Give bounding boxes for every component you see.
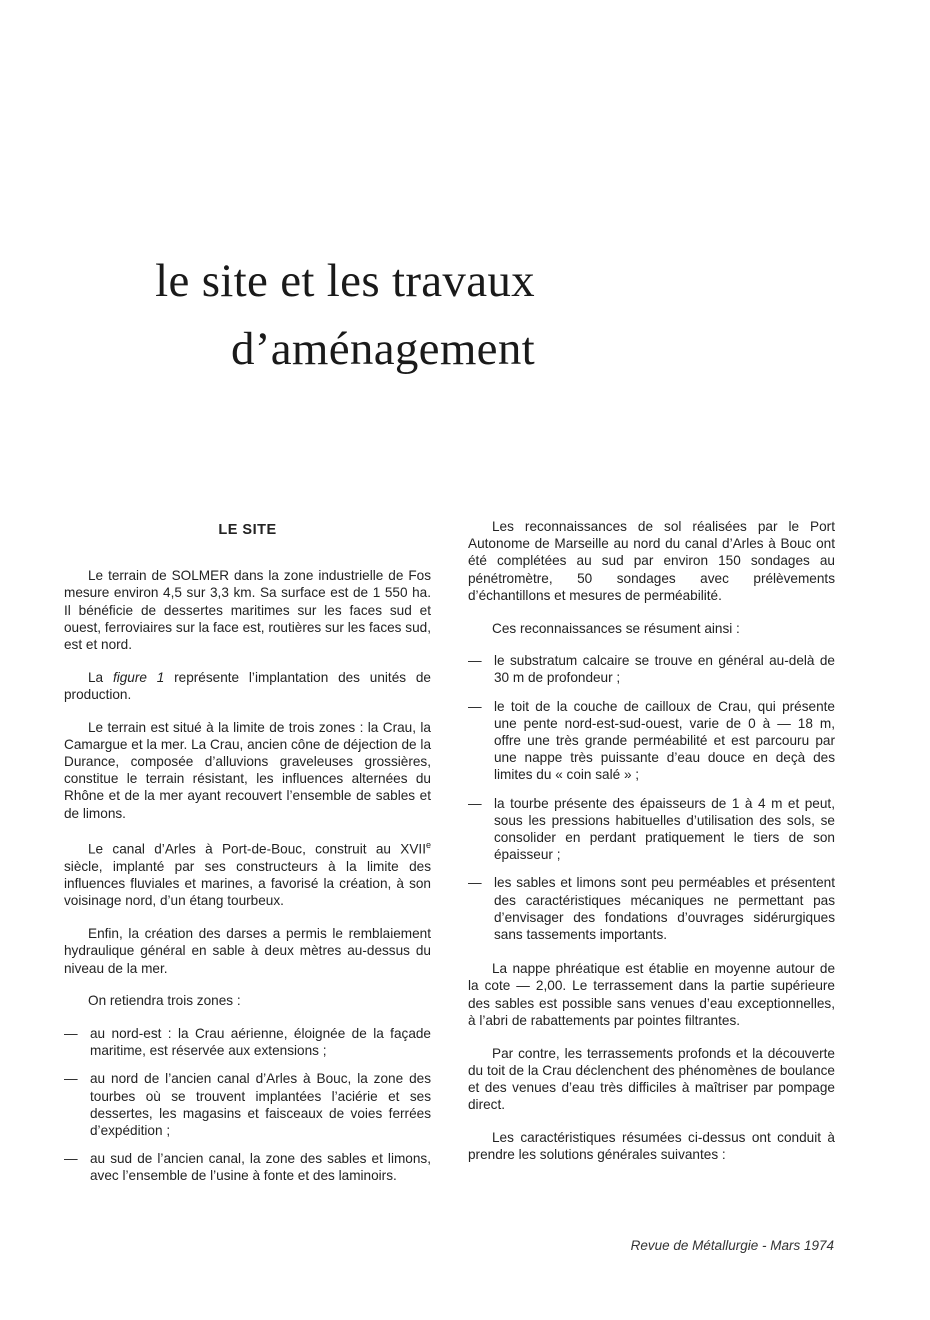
paragraph: Les reconnaissances de sol réalisées par le Port Autonome de Marseille au nord du canal d’Arles à Bouc ont été complétées au sud par environ 150 sondages au pénétromètre, 50 sondages avec prélèvements d’échantillons et mesures de perméabilité.	[468, 519, 835, 603]
paragraph: Le terrain de SOLMER dans la zone industrielle de Fos mesure environ 4,5 sur 3,3 km. Sa surface est de 1 550 ha. Il bénéficie de dessertes maritimes sur les faces sud et ouest, ferroviaires sur la face est, routières sur les faces sud, est et nord.	[64, 568, 431, 653]
paragraph: Par contre, les terrassements profonds et la découverte du toit de la Crau déclenchent des phénomènes de boulance et des venues d’eau très difficiles à maîtriser par pompage direct.	[468, 1045, 835, 1113]
list-item	[64, 1150, 431, 1184]
list-item-text: le substratum calcaire se trouve en général au-delà de 30 m de profondeur ;	[494, 653, 835, 686]
list-item-text: les sables et limons sont peu perméables et présentent des caractéristiques mécaniques ne permettant pas d’envisager des fondations d’ouvrages sidérurgiques sans tassements importants.	[494, 875, 835, 943]
list-item-text: la tourbe présente des épaisseurs de 1 à 4 m et peut, sous les pressions habituelles d’utilisation des sols, se consolider en perdant pratiquement le tiers de son épaisseur ;	[494, 795, 835, 863]
dash-bullet: —	[64, 1071, 78, 1087]
list-item	[468, 698, 835, 784]
list-item-text: le toit de la couche de cailloux de Crau, qui présente une pente nord-est-sud-ouest, varie de 0 à — 18 m, offre une très grande perméabilité et est parcouru par une nappe très puissante d’eau douce en deçà des limites du « coin salé » ;	[494, 698, 835, 783]
page-title-line-2: d’aménagement	[230, 323, 535, 375]
paragraph	[64, 669, 431, 703]
list-item	[468, 874, 835, 943]
section-heading: LE SITE	[218, 522, 277, 538]
paragraph: Le terrain est situé à la limite de trois zones : la Crau, la Camargue et la mer. La Crau, ancien cône de déjection de la Durance, composée d’alluvions graveleuses grossières, constitue le terrain résistant, les influences alternées du Rhône et de la mer ayant recouvert l’ensemble de sables et de limons.	[64, 719, 431, 821]
right-column	[468, 518, 835, 1179]
paragraph-text: Le canal d’Arles à Port-de-Bouc, construit au XVII	[88, 841, 426, 857]
dash-bullet: —	[468, 795, 482, 811]
left-column	[64, 518, 431, 1196]
paragraph-text: La	[88, 669, 113, 685]
paragraph-text: représente l’implantation des unités de production.	[64, 669, 431, 702]
paragraph: La nappe phréatique est établie en moyenne autour de la cote — 2,00. Le terrassement dans la partie supérieure des sables est possible sans venues d’eau exceptionnelles, à l’abri de rabattements par pointes filtrantes.	[468, 961, 835, 1028]
dash-bullet: —	[468, 698, 482, 714]
paragraph: On retiendra trois zones :	[88, 993, 241, 1009]
figure-reference: figure 1	[112, 669, 165, 685]
paragraph-text: siècle, implanté par ses constructeurs à la limite des influences fluviales et marines, a favorisé la création, à son voisinage nord, d’un étang tourbeux.	[64, 859, 431, 909]
list-item-text: au sud de l’ancien canal, la zone des sables et limons, avec l’ensemble de l’usine à fonte et des laminoirs.	[90, 1151, 431, 1184]
dash-bullet: —	[64, 1026, 78, 1041]
paragraph: Les caractéristiques résumées ci-dessus ont conduit à prendre les solutions générales suivantes :	[468, 1129, 835, 1163]
paragraph: Enfin, la création des darses a permis le remblaiement hydraulique général en sable à deux mètres au-dessus du niveau de la mer.	[64, 926, 431, 976]
page-title-line-1: le site et les travaux	[155, 255, 535, 307]
list-item	[64, 1070, 431, 1139]
dash-bullet: —	[64, 1151, 78, 1167]
paragraph: Ces reconnaissances se résument ainsi :	[492, 620, 740, 636]
list-item	[468, 652, 835, 686]
superscript: e	[425, 840, 431, 851]
list-item	[64, 1025, 431, 1059]
page-footer: Revue de Métallurgie - Mars 1974	[630, 1238, 834, 1253]
list-item-text: au nord-est : la Crau aérienne, éloignée de la façade maritime, est réservée aux extensions ;	[90, 1026, 431, 1059]
list-item	[468, 795, 835, 864]
list-item-text: au nord de l’ancien canal d’Arles à Bouc, la zone des tourbes où se trouvent implantées l’aciérie et ses dessertes, les magasins et faisceaux de voies ferrées d’expédition ;	[90, 1071, 431, 1139]
dash-bullet: —	[468, 875, 482, 891]
dash-bullet: —	[468, 653, 482, 669]
paragraph	[64, 837, 431, 909]
